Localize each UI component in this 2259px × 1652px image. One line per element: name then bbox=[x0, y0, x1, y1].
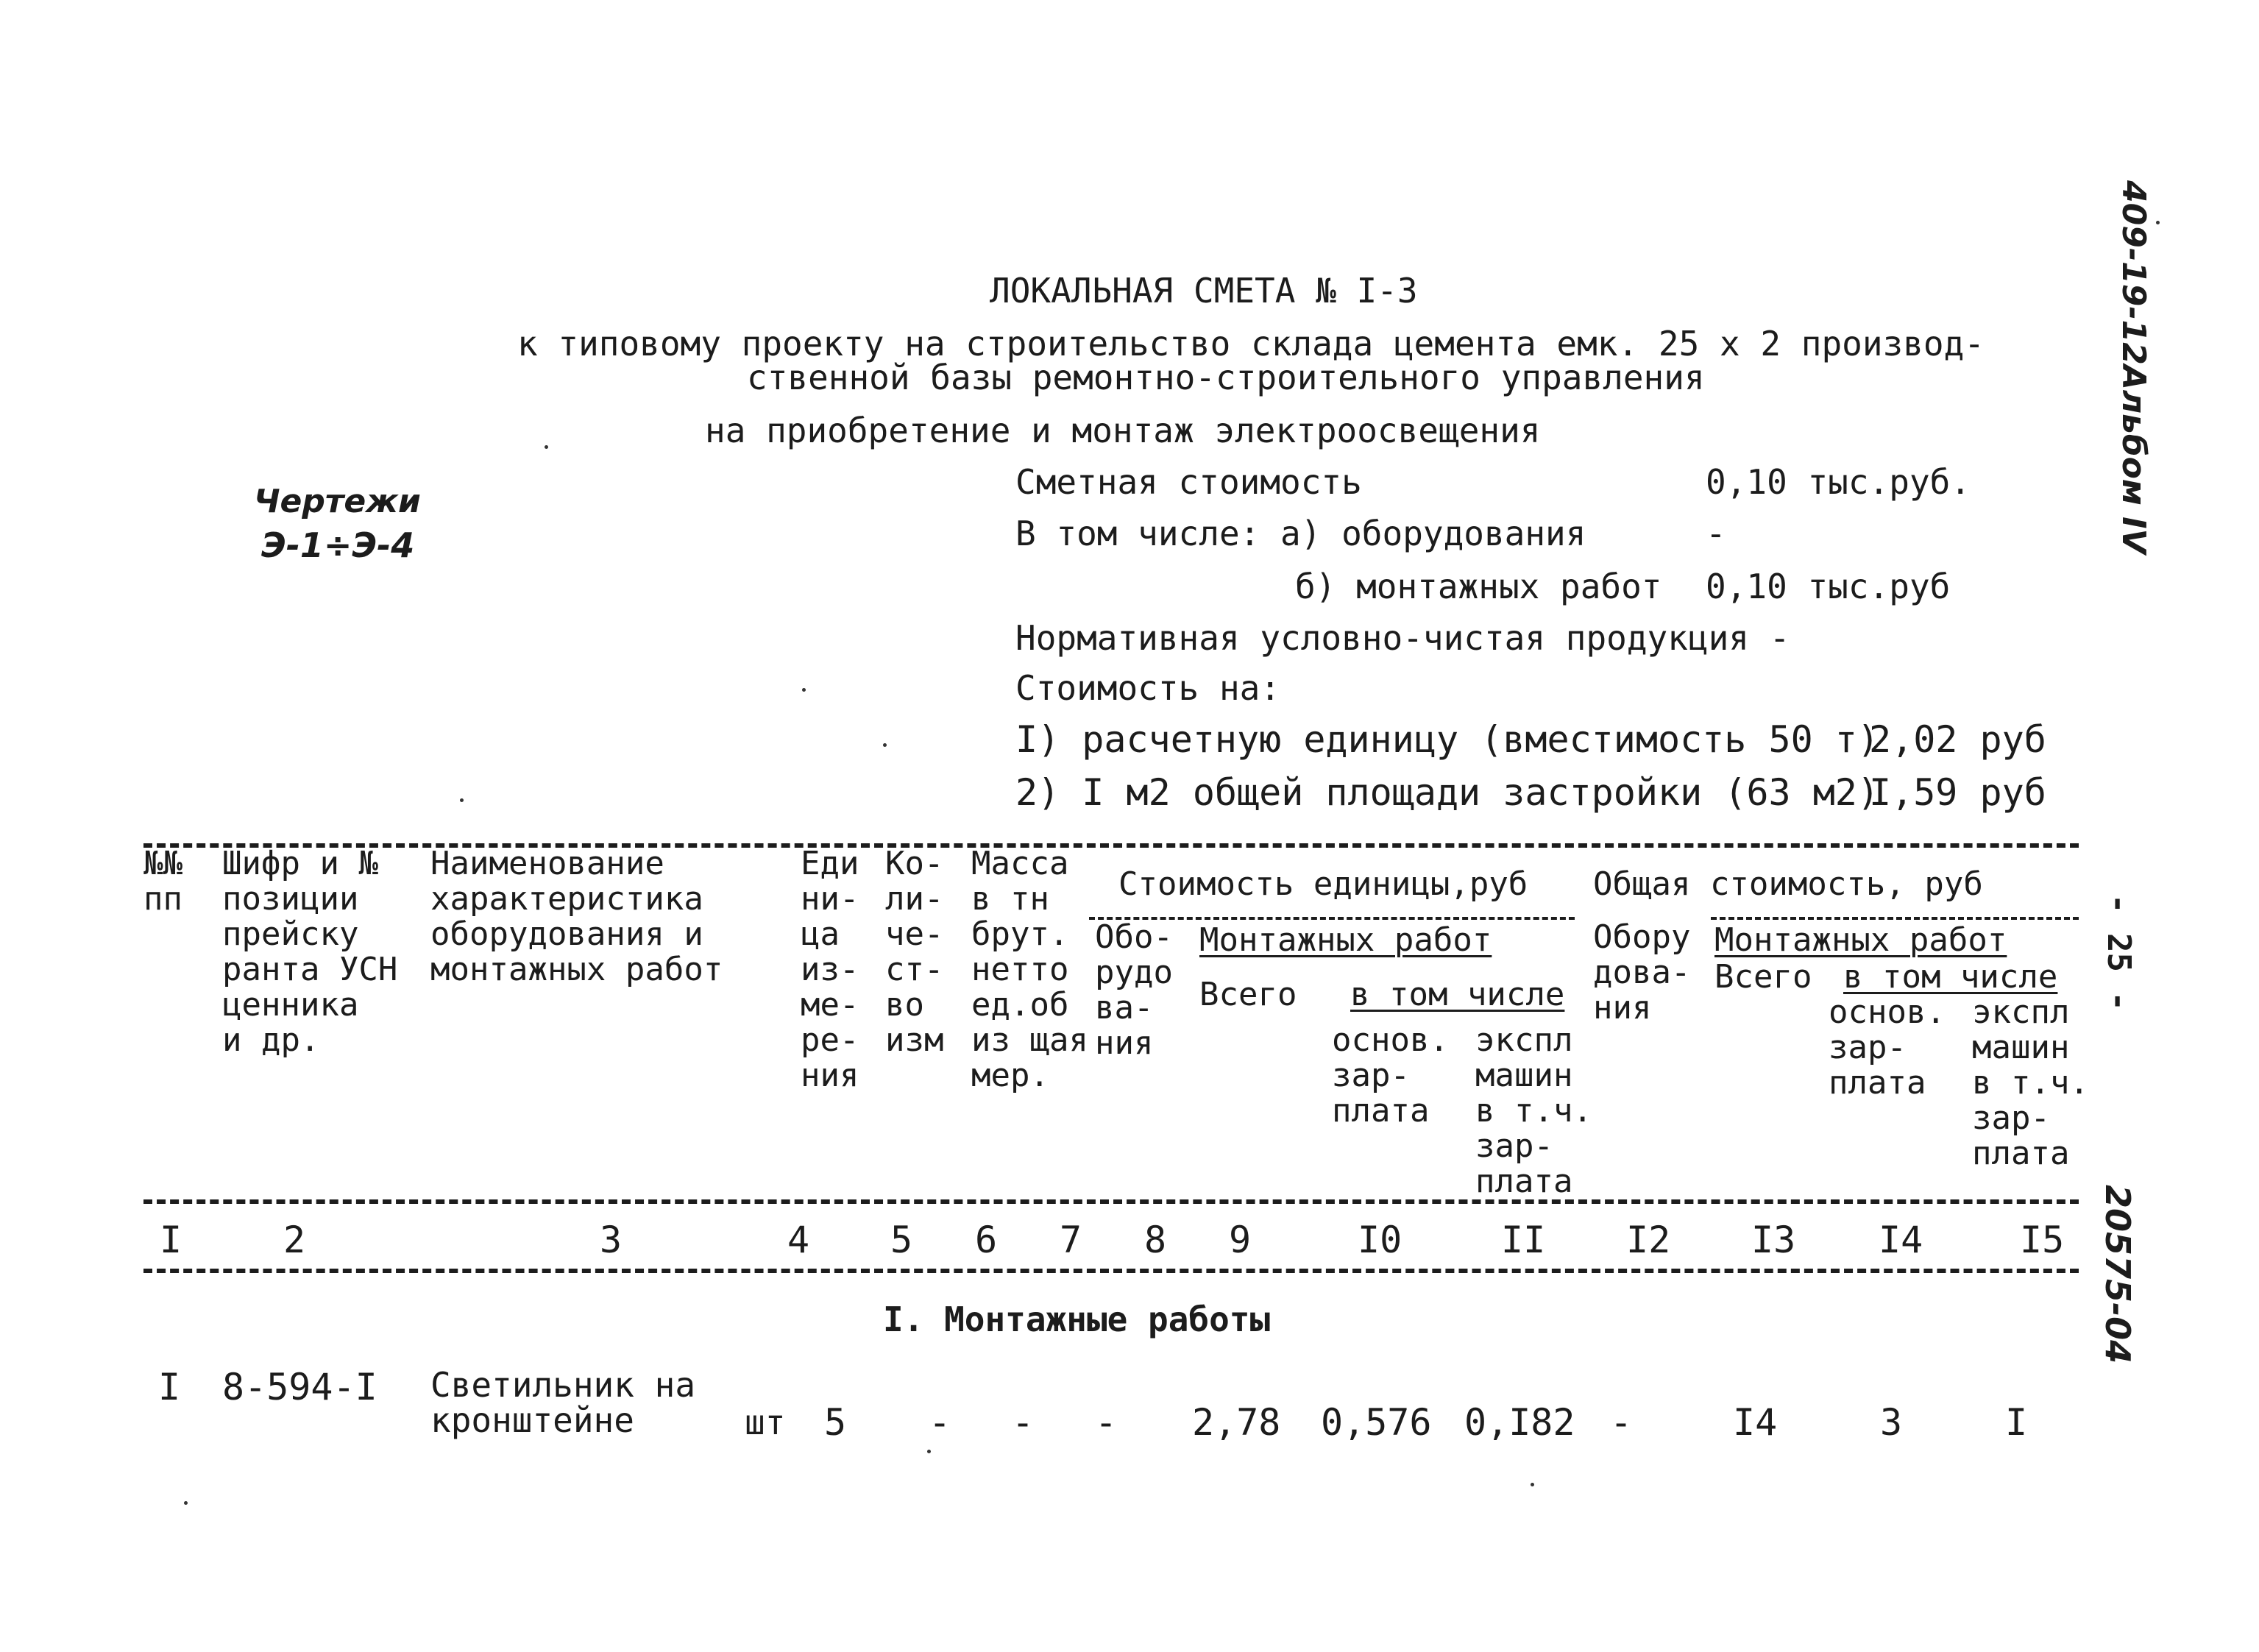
drawings-label: Чертежи bbox=[254, 483, 421, 520]
column-number: 6 bbox=[974, 1219, 998, 1261]
header-total-unit: Всего bbox=[1199, 976, 1297, 1013]
scan-speck bbox=[184, 1501, 188, 1505]
scan-speck bbox=[545, 445, 548, 449]
row-col8: - bbox=[1095, 1401, 1118, 1444]
row-base-wage-total: 3 bbox=[1880, 1401, 1903, 1444]
header-unit: Еди ни- ца из- ме- ре- ния bbox=[801, 845, 859, 1094]
column-number: 8 bbox=[1143, 1219, 1167, 1261]
header-including-unit: в том числе bbox=[1350, 976, 1565, 1013]
document-title: ЛОКАЛЬНАЯ СМЕТА № I-3 bbox=[990, 271, 1418, 311]
header-exploit-total: экспл машин в т.ч. зар- плата bbox=[1972, 993, 2089, 1172]
header-row-number: №№ пп bbox=[143, 845, 182, 918]
row-exploit-unit: 0,I82 bbox=[1464, 1401, 1575, 1444]
column-number: 7 bbox=[1059, 1219, 1082, 1261]
column-numbers-bottom-rule bbox=[143, 1269, 2079, 1273]
column-number: 4 bbox=[787, 1219, 810, 1261]
estimated-cost-label: Сметная стоимость bbox=[1015, 462, 1362, 502]
column-number: 9 bbox=[1228, 1219, 1252, 1261]
row-base-wage-unit: 0,576 bbox=[1321, 1401, 1432, 1444]
column-number: I3 bbox=[1751, 1219, 1796, 1261]
header-mounting-total: Монтажных работ bbox=[1714, 921, 2007, 959]
unit-cost-1-value: 2,02 руб bbox=[1869, 718, 2046, 761]
unit-cost-2-value: I,59 руб bbox=[1869, 771, 2046, 814]
scan-speck bbox=[927, 1450, 931, 1453]
scan-speck bbox=[802, 688, 806, 692]
including-equipment-value: - bbox=[1706, 514, 1726, 553]
column-number: I bbox=[159, 1219, 182, 1261]
row-name: Светильник на кронштейне bbox=[430, 1365, 696, 1440]
row-mounting-total: I4 bbox=[1733, 1401, 1778, 1444]
cost-per-label: Стоимость на: bbox=[1015, 668, 1281, 708]
scan-speck bbox=[1531, 1483, 1534, 1486]
row-total-unit: 2,78 bbox=[1192, 1401, 1281, 1444]
including-mounting-value: 0,10 тыс.руб bbox=[1706, 567, 1951, 606]
row-quantity: 5 bbox=[824, 1401, 847, 1444]
column-number: 2 bbox=[283, 1219, 306, 1261]
header-total-total: Всего bbox=[1714, 958, 1812, 996]
header-equipment-unit: Обо- рудо ва- ния bbox=[1095, 918, 1173, 1062]
page-number: - 25 - bbox=[2100, 894, 2138, 1011]
row-col6: - bbox=[929, 1401, 951, 1444]
header-total-cost: Общая стоимость, руб bbox=[1593, 865, 1983, 903]
header-including-total: в том числе bbox=[1843, 958, 2058, 996]
header-subrule-unit bbox=[1089, 917, 1575, 920]
section-title: I. Монтажные работы bbox=[883, 1300, 1271, 1339]
row-col7: - bbox=[1012, 1401, 1035, 1444]
header-quantity: Ко- ли- че- ст- во изм bbox=[885, 845, 944, 1059]
header-equipment-total: Обору дова- ния bbox=[1593, 918, 1691, 1027]
scan-speck bbox=[883, 743, 887, 747]
header-mounting-unit: Монтажных работ bbox=[1199, 921, 1492, 959]
row-unit: шт bbox=[745, 1403, 786, 1442]
unit-cost-1-label: I) расчетную единицу (вместимость 50 т) bbox=[1015, 718, 1879, 761]
document-code: 20575-04 bbox=[2098, 1185, 2138, 1364]
estimated-cost-value: 0,10 тыс.руб. bbox=[1706, 462, 1971, 502]
header-base-wage-total: основ. зар- плата bbox=[1829, 993, 1946, 1102]
header-unit-cost: Стоимость единицы,руб bbox=[1118, 865, 1528, 903]
column-number: I5 bbox=[2020, 1219, 2065, 1261]
column-number: II bbox=[1501, 1219, 1546, 1261]
row-number: I bbox=[158, 1366, 181, 1408]
column-number: I4 bbox=[1879, 1219, 1923, 1261]
column-number: I2 bbox=[1626, 1219, 1671, 1261]
row-equipment-total: - bbox=[1610, 1401, 1633, 1444]
normative-product-label: Нормативная условно-чистая продукция - bbox=[1015, 618, 1790, 658]
column-numbers-top-rule bbox=[143, 1199, 2079, 1204]
including-equipment-label: В том числе: а) оборудования bbox=[1015, 514, 1586, 553]
drawings-ref: Э-1÷Э-4 bbox=[261, 525, 415, 565]
header-subrule-total bbox=[1711, 917, 2079, 920]
column-number: 5 bbox=[890, 1219, 913, 1261]
subtitle-line-2: ственной базы ремонтно-строительного управления bbox=[747, 358, 1705, 397]
column-number: 3 bbox=[599, 1219, 623, 1261]
album-stamp: 409-19-12Альбом IV bbox=[2115, 180, 2152, 554]
header-name: Наименование характеристика оборудования и монтажных работ bbox=[430, 845, 723, 988]
row-exploit-total: I bbox=[2005, 1401, 2028, 1444]
header-mass: Масса в тн брут. нетто ед.об из щая мер. bbox=[971, 845, 1088, 1094]
scan-speck bbox=[2156, 221, 2160, 224]
header-exploit-unit: экспл машин в т.ч. зар- плата bbox=[1475, 1021, 1592, 1200]
subtitle-line-1: к типовому проекту на строительство склада цемента емк. 25 х 2 производ- bbox=[517, 324, 1985, 364]
subtitle-line-3: на приобретение и монтаж электроосвещения bbox=[705, 411, 1541, 450]
including-mounting-label: б) монтажных работ bbox=[1295, 567, 1662, 606]
header-base-wage-unit: основ. зар- плата bbox=[1332, 1021, 1449, 1130]
header-price-code: Шифр и № позиции прейску ранта УСН ценника и др. bbox=[222, 845, 398, 1059]
column-number: I0 bbox=[1358, 1219, 1402, 1261]
unit-cost-2-label: 2) I м2 общей площади застройки (63 м2) bbox=[1015, 771, 1879, 814]
row-code: 8-594-I bbox=[222, 1366, 377, 1408]
scan-speck bbox=[460, 798, 464, 802]
